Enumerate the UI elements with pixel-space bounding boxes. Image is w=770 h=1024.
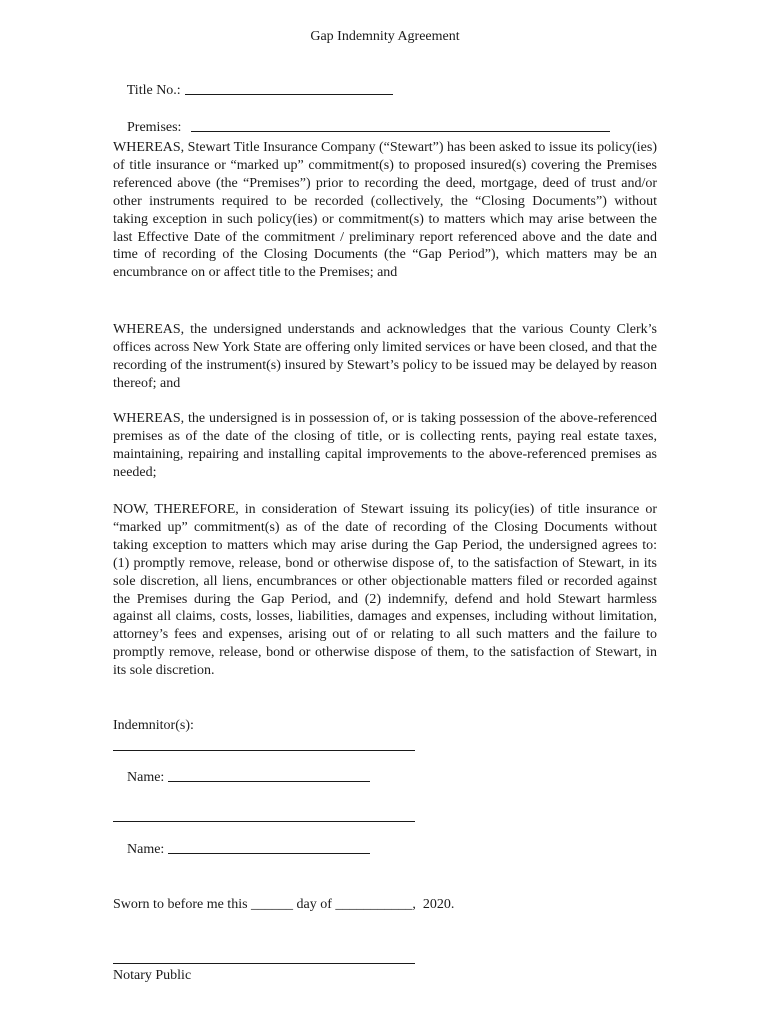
premises-blank[interactable]	[191, 130, 610, 132]
notary-signature-line[interactable]	[113, 963, 415, 964]
sworn-statement: Sworn to before me this ______ day of ___________, 2020.	[113, 897, 455, 912]
name-label-1: Name:	[127, 770, 165, 785]
now-therefore-paragraph: NOW, THEREFORE, in consideration of Stewart issuing its policy(ies) of title insurance or “marked up” commitment(s) as of the date of recording of the Closing Documents without taking exception to matters which may arise during the Gap Period, the undersigned agrees to: (1) promptly remove, release, bond or otherwise dispose of, to the satisfaction of Stewart, in its sole discretion, all liens, encumbrances or other objectionable matters filed or recorded against the Premises during the Gap Period, and (2) indemnify, defend and hold Stewart harmless against all claims, costs, losses, liabilities, damages and expenses, including without limitation, attorney’s fees and expenses, arising out of or relating to all such matters and the failure to promptly remove, release, bond or otherwise dispose of them, to the satisfaction of Stewart, in its sole discretion.	[113, 502, 657, 679]
indemnitor-2-signature-line[interactable]	[113, 821, 415, 822]
name-label-2: Name:	[127, 842, 165, 857]
name-blank-2[interactable]	[168, 852, 370, 854]
indemnitors-label: Indemnitor(s):	[113, 718, 194, 733]
premises-label: Premises:	[127, 120, 182, 135]
indemnitor-1-signature-line[interactable]	[113, 750, 415, 751]
title-no-blank[interactable]	[185, 93, 393, 95]
name-field-1	[113, 754, 370, 802]
whereas-paragraph-2: WHEREAS, the undersigned understands and acknowledges that the various County Clerk’s offices across New York State are offering only limited services or have been closed, and that the recording of the instrument(s) insured by Stewart’s policy to be issued may be delayed by reason thereof; and	[113, 322, 657, 391]
whereas-paragraph-1: WHEREAS, Stewart Title Insurance Company (“Stewart”) has been asked to issue its policy(ies) of title insurance or “marked up” commitment(s) to proposed insured(s) covering the Premises referenced above (the “Premises”) prior to recording the deed, mortgage, deed of trust and/or other instruments required to be recorded (collectively, the “Closing Documents”) without taking exception in such policy(ies) or commitment(s) to matters which may arise between the last Effective Date of the commitment / preliminary report referenced above and the date and time of recording of the Closing Documents (the “Gap Period”), which matters may be an encumbrance on or affect title to the Premises; and	[113, 140, 657, 281]
whereas-paragraph-3: WHEREAS, the undersigned is in possession of, or is taking possession of the above-referenced premises as of the date of the closing of title, or is collecting rents, paying real estate taxes, maintaining, repairing and installing capital improvements to the above-referenced premises as needed;	[113, 411, 657, 480]
name-blank-1[interactable]	[168, 780, 370, 782]
document-title: Gap Indemnity Agreement	[310, 29, 460, 44]
name-field-2	[113, 826, 370, 874]
title-no-label: Title No.:	[126, 83, 181, 98]
notary-public-label: Notary Public	[113, 968, 192, 983]
